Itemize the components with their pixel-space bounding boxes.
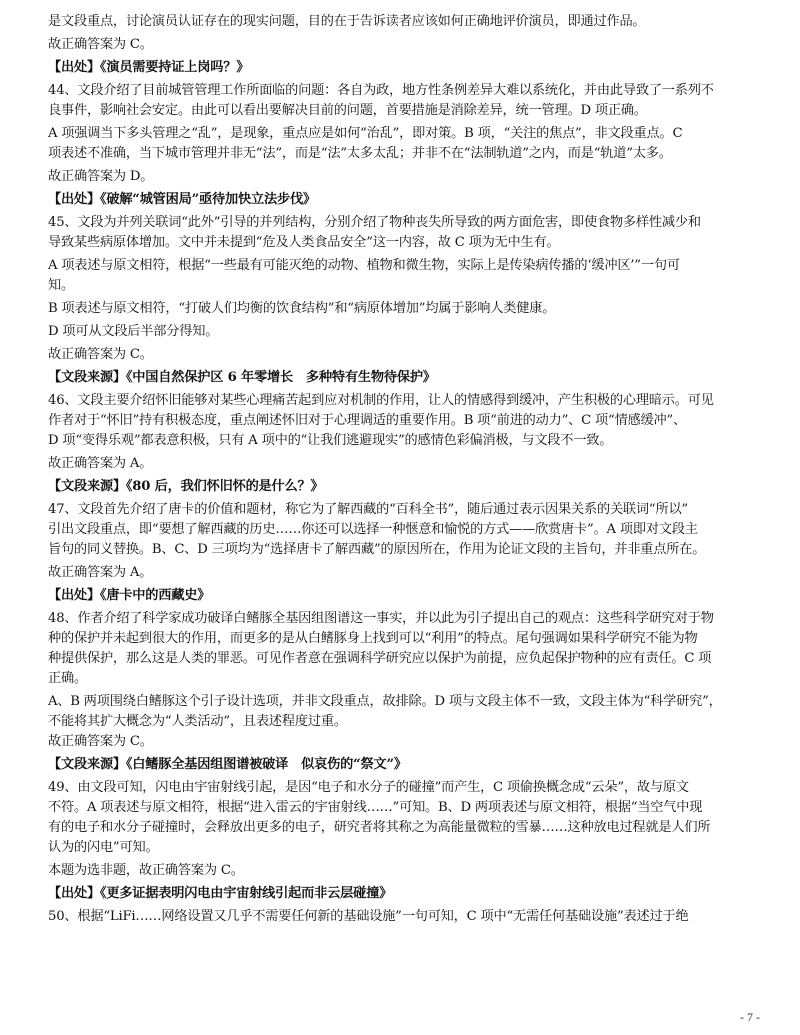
text-line: 46、文段主要介绍怀旧能够对某些心理痛苦起到应对机制的作用，让人的情感得到缓冲，产生积极的心理暗示。可见 bbox=[48, 393, 714, 408]
text-line: 【出处】《唐卡中的西藏史》 bbox=[48, 588, 211, 603]
text-line: 项表述不准确，当下城市管理并非无“法”，而是“法”太多太乱；并非不在“法制轨道”之内，而是“轨道”太多。 bbox=[48, 146, 672, 161]
paragraph bbox=[48, 692, 760, 732]
paragraph bbox=[48, 35, 760, 55]
text-line: B 项表述与原文相符，“打破人们均衡的饮食结构”和“病原体增加”均属于影响人类健康。 bbox=[48, 301, 556, 316]
text-line: 种提供保护，那么这是人类的罪恶。可见作者意在强调科学研究应以保护为前提，应负起保护物种的应有责任。C 项 bbox=[48, 651, 712, 666]
text-line: 引出文段重点，即“要想了解西藏的历史……你还可以选择一种惬意和愉悦的方式——欣赏唐卡”。A 项即对文段主 bbox=[48, 522, 698, 537]
paragraph bbox=[48, 500, 760, 560]
text-line: 47、文段首先介绍了唐卡的价值和题材，称它为了解西藏的“百科全书”，随后通过表示因果关系的关联词“所以” bbox=[48, 502, 688, 517]
text-line: 【出处】《破解“城管困局”亟待加快立法步伐》 bbox=[48, 192, 316, 207]
text-line: 故正确答案为 A。 bbox=[48, 565, 153, 580]
text-line: 【文段来源】《中国自然保护区 6 年零增长 多种特有生物待保护》 bbox=[48, 370, 436, 385]
text-line: 49、由文段可知，闪电由宇宙射线引起，是因“电子和水分子的碰撞”而产生，C 项偷换概念成“云朵”，故与原文 bbox=[48, 780, 689, 795]
text-line: 种的保护并未起到很大的作用，而更多的是从白鳍豚身上找到可以“利用”的特点。尾句强调如果科学研究不能为物 bbox=[48, 631, 698, 646]
text-line: 故正确答案为 D。 bbox=[48, 169, 154, 184]
text-line: 45、文段为并列关联词“此外”引导的并列结构，分别介绍了物种丧失所导致的两方面危害，即使食物多样性减少和 bbox=[48, 215, 701, 230]
source-heading bbox=[48, 190, 760, 210]
page-number: - 7 - bbox=[740, 1010, 760, 1024]
text-line: 【文段来源】《80 后，我们怀旧怀的是什么？》 bbox=[48, 479, 324, 494]
text-line: 故正确答案为 C。 bbox=[48, 37, 153, 52]
paragraph bbox=[48, 81, 760, 121]
text-line: A 项强调当下多头管理之“乱”，是现象，重点应是如何“治乱”，即对策。B 项，“关注的焦点”，非文段重点。C bbox=[48, 126, 683, 141]
paragraph bbox=[48, 213, 760, 253]
paragraph bbox=[48, 861, 760, 881]
source-heading bbox=[48, 58, 760, 78]
paragraph bbox=[48, 345, 760, 365]
text-line: 故正确答案为 C。 bbox=[48, 734, 153, 749]
text-line: 认为的闪电”可知。 bbox=[48, 840, 159, 855]
paragraph bbox=[48, 12, 760, 32]
paragraph bbox=[48, 907, 760, 927]
paragraph bbox=[48, 732, 760, 752]
text-line: 48、作者介绍了科学家成功破译白鳍豚全基因组图谱这一事实，并以此为引子提出自己的观点：这些科学研究对于物 bbox=[48, 611, 714, 626]
text-line: 44、文段介绍了目前城管管理工作所面临的问题：各自为政，地方性条例差异大难以系统化，并由此导致了一系列不 bbox=[48, 83, 714, 98]
text-line: A、B 两项围绕白鳍豚这个引子设计选项，并非文段重点，故排除。D 项与文段主体不一致，文段主体为“科学研究”， bbox=[48, 694, 722, 709]
text-line: 50、根据“LiFi……网络设置又几乎不需要任何新的基础设施”一句可知，C 项中“无需任何基础设施”表述过于绝 bbox=[48, 909, 689, 924]
document-page bbox=[48, 12, 760, 930]
source-heading bbox=[48, 477, 760, 497]
paragraph bbox=[48, 256, 760, 296]
text-line: 不能将其扩大概念为“人类活动”，且表述程度过重。 bbox=[48, 714, 347, 729]
text-line: 正确。 bbox=[48, 671, 87, 686]
paragraph bbox=[48, 563, 760, 583]
text-line: D 项可从文段后半部分得知。 bbox=[48, 324, 219, 339]
text-line: 【出处】《更多证据表明闪电由宇宙射线引起而非云层碰撞》 bbox=[48, 886, 393, 901]
text-line: 旨句的同义替换。B、C、D 三项均为“选择唐卡了解西藏”的原因所在，作用为论证文段的主旨句，并非重点所在。 bbox=[48, 542, 706, 557]
paragraph bbox=[48, 124, 760, 164]
source-heading bbox=[48, 586, 760, 606]
source-heading bbox=[48, 368, 760, 388]
source-heading bbox=[48, 884, 760, 904]
text-line: 本题为选非题，故正确答案为 C。 bbox=[48, 863, 244, 878]
text-line: 【出处】《演员需要持证上岗吗？》 bbox=[48, 60, 250, 75]
text-line: 不符。A 项表述与原文相符，根据“进入雷云的宇宙射线……”可知。B、D 两项表述与原文相符，根据“当空气中现 bbox=[48, 800, 703, 815]
text-line: 是文段重点，讨论演员认证存在的现实问题，目的在于告诉读者应该如何正确地评价演员，即通过作品。 bbox=[48, 14, 646, 29]
text-line: 故正确答案为 C。 bbox=[48, 347, 153, 362]
text-line: A 项表述与原文相符，根据“一些最有可能灭绝的动物、植物和微生物，实际上是传染病传播的‘缓冲区’”一句可 bbox=[48, 258, 680, 273]
paragraph bbox=[48, 391, 760, 451]
paragraph bbox=[48, 454, 760, 474]
paragraph bbox=[48, 609, 760, 689]
paragraph bbox=[48, 299, 760, 319]
paragraph bbox=[48, 322, 760, 342]
text-line: 导致某些病原体增加。文中并未提到“危及人类食品安全”这一内容，故 C 项为无中生有。 bbox=[48, 235, 560, 250]
text-line: 有的电子和水分子碰撞时，会释放出更多的电子，研究者将其称之为高能量微粒的雪暴……这种放电过程就是人们所 bbox=[48, 820, 711, 835]
text-line: 作者对于“怀旧”持有积极态度，重点阐述怀旧对于心理调适的重要作用。B 项“前进的动力”、C 项“情感缓冲”、 bbox=[48, 413, 687, 428]
source-heading bbox=[48, 755, 760, 775]
text-line: D 项“变得乐观”都表意积极，只有 A 项中的“让我们逃避现实”的感情色彩偏消极，与文段不一致。 bbox=[48, 433, 613, 448]
text-line: 故正确答案为 A。 bbox=[48, 456, 153, 471]
paragraph bbox=[48, 167, 760, 187]
text-line: 【文段来源】《白鳍豚全基因组图谱被破译 似哀伤的“祭文”》 bbox=[48, 757, 407, 772]
text-line: 良事件，影响社会安定。由此可以看出要解决目前的问题，首要措施是消除差异，统一管理。D 项正确。 bbox=[48, 103, 647, 118]
text-line: 知。 bbox=[48, 278, 74, 293]
paragraph bbox=[48, 778, 760, 858]
